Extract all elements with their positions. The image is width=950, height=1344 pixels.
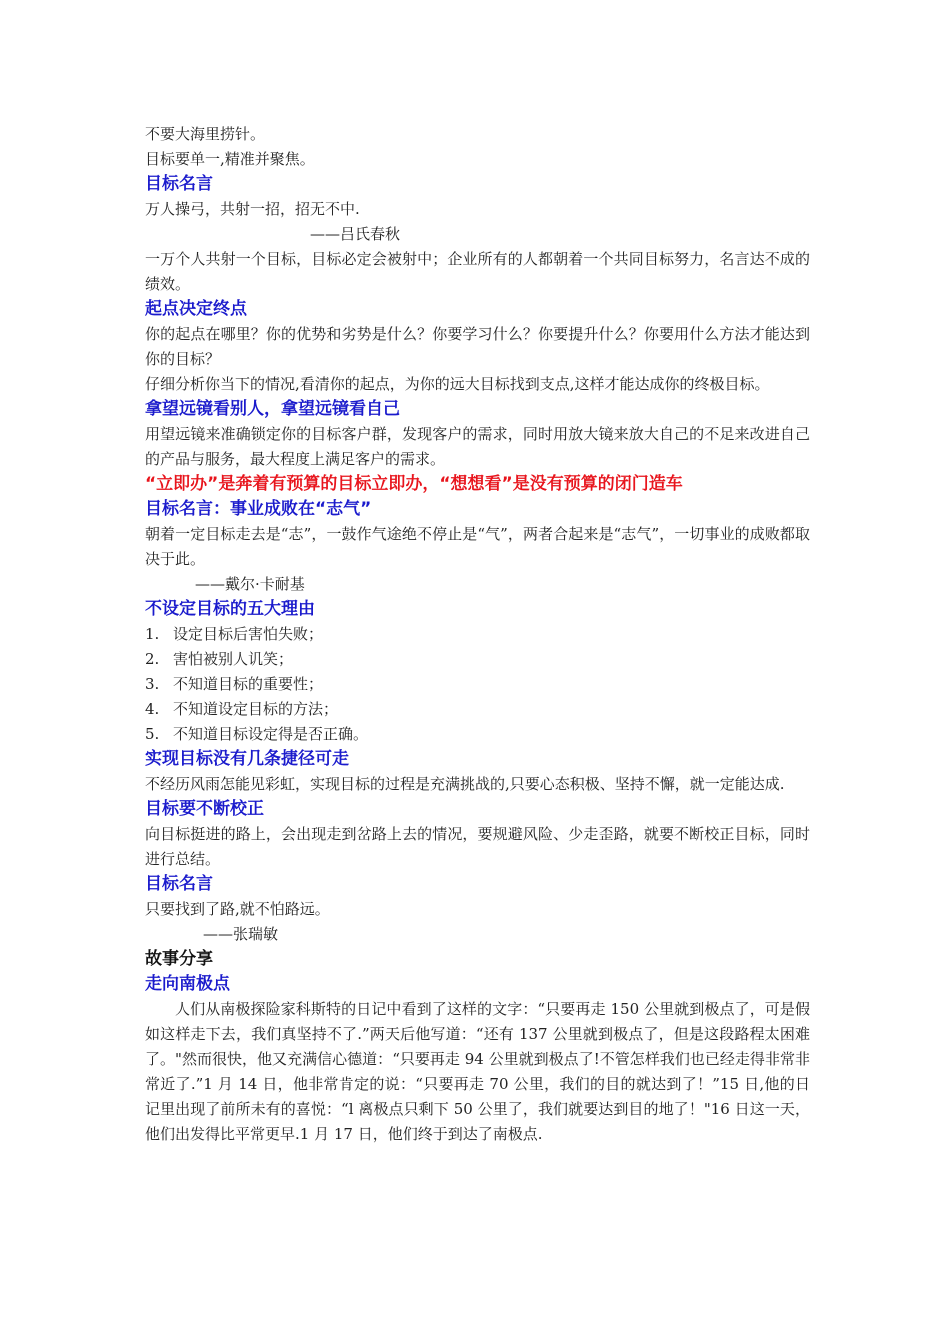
list-text: 不知道目标设定得是否正确。 bbox=[173, 725, 369, 743]
list-text: 设定目标后害怕失败； bbox=[173, 625, 324, 643]
list-text: 害怕被别人讥笑； bbox=[173, 650, 294, 668]
starting-point-paragraph-1: 你的起点在哪里？你的优势和劣势是什么？你要学习什么？你要提升什么？你要用什么方法才能达到你的目标？ bbox=[145, 325, 810, 368]
heading-correct-goal: 目标要不断校正 bbox=[145, 799, 264, 819]
heading-ambition-quote: 目标名言：事业成败在“志气” bbox=[145, 499, 372, 519]
list-item bbox=[145, 647, 810, 672]
story-section-title: 故事分享 bbox=[145, 949, 213, 969]
list-number: 5. bbox=[145, 725, 160, 743]
ambition-paragraph: 朝着一定目标走去是“志”，一鼓作气途绝不停止是“气”，两者合起来是“志气”，一切事业的成败都取决于此。 bbox=[145, 525, 810, 568]
quote-2: 只要找到了路,就不怕路远。 bbox=[145, 900, 330, 918]
heading-telescope: 拿望远镜看别人，拿望远镜看自己 bbox=[145, 399, 400, 419]
telescope-paragraph: 用望远镜来准确锁定你的目标客户群，发现客户的需求，同时用放大镜来放大自己的不足来改进自己的产品与服务，最大程度上满足客户的需求。 bbox=[145, 425, 810, 468]
list-number: 1. bbox=[145, 625, 160, 643]
starting-point-paragraph-2: 仔细分析你当下的情况,看清你的起点，为你的远大目标找到支点,这样才能达成你的终极目标。 bbox=[145, 375, 770, 393]
quote-1: 万人操弓，共射一招，招无不中. bbox=[145, 200, 360, 218]
list-item bbox=[145, 622, 810, 647]
list-number: 3. bbox=[145, 675, 160, 693]
heading-goal-quote-1: 目标名言 bbox=[145, 174, 213, 194]
list-text: 不知道目标的重要性； bbox=[173, 675, 324, 693]
ambition-attribution: ——戴尔·卡耐基 bbox=[195, 575, 305, 593]
correct-goal-paragraph: 向目标挺进的路上，会出现走到岔路上去的情况，要规避风险、少走歪路，就要不断校正目标，同时进行总结。 bbox=[145, 825, 810, 868]
heading-starting-point: 起点决定终点 bbox=[145, 299, 247, 319]
list-text: 不知道设定目标的方法； bbox=[173, 700, 339, 718]
heading-goal-quote-2: 目标名言 bbox=[145, 874, 213, 894]
five-reasons-list bbox=[145, 622, 810, 747]
list-item bbox=[145, 722, 810, 747]
intro-line-1: 不要大海里捞针。 bbox=[145, 125, 266, 143]
quote-2-attribution: ——张瑞敏 bbox=[203, 925, 279, 943]
list-item bbox=[145, 672, 810, 697]
heading-no-shortcuts: 实现目标没有几条捷径可走 bbox=[145, 749, 349, 769]
highlight-line: “立即办”是奔着有预算的目标立即办，“想想看”是没有预算的闭门造车 bbox=[145, 474, 683, 494]
quote-1-attribution: ——吕氏春秋 bbox=[310, 225, 401, 243]
document-page bbox=[145, 122, 810, 1147]
list-number: 4. bbox=[145, 700, 160, 718]
list-item bbox=[145, 697, 810, 722]
intro-line-2: 目标要单一,精准并聚焦。 bbox=[145, 150, 315, 168]
list-number: 2. bbox=[145, 650, 160, 668]
heading-five-reasons: 不设定目标的五大理由 bbox=[145, 599, 315, 619]
south-pole-story: 人们从南极探险家科斯特的日记中看到了这样的文字：“只要再走 150 公里就到极点了，可是假如这样走下去，我们真坚持不了.”两天后他写道：“还有 137 公里就到极点了，但是这段路程太困难了。"然而很快，他又充满信心德道：“只要再走 94 公里就到极点了!不管怎样我们也已经走得非常非常近了.”1 月 14 日，他非常肯定的说：“只要再走 70 公里，我们的目的就达到了！”15 日,他的日记里出现了前所未有的喜悦：“l 离极点只剩下 50 公里了，我们就要达到目的地了！"16 日这一天，他们出发得比平常更早.1 月 17 日，他们终于到达了南极点. bbox=[145, 1000, 810, 1143]
quote-1-explanation: 一万个人共射一个目标，目标必定会被射中；企业所有的人都朝着一个共同目标努力，名言达不成的绩效。 bbox=[145, 250, 810, 293]
no-shortcuts-paragraph: 不经历风雨怎能见彩虹，实现目标的过程是充满挑战的,只要心态积极、坚持不懈，就一定能达成. bbox=[145, 775, 785, 793]
heading-south-pole: 走向南极点 bbox=[145, 974, 230, 994]
